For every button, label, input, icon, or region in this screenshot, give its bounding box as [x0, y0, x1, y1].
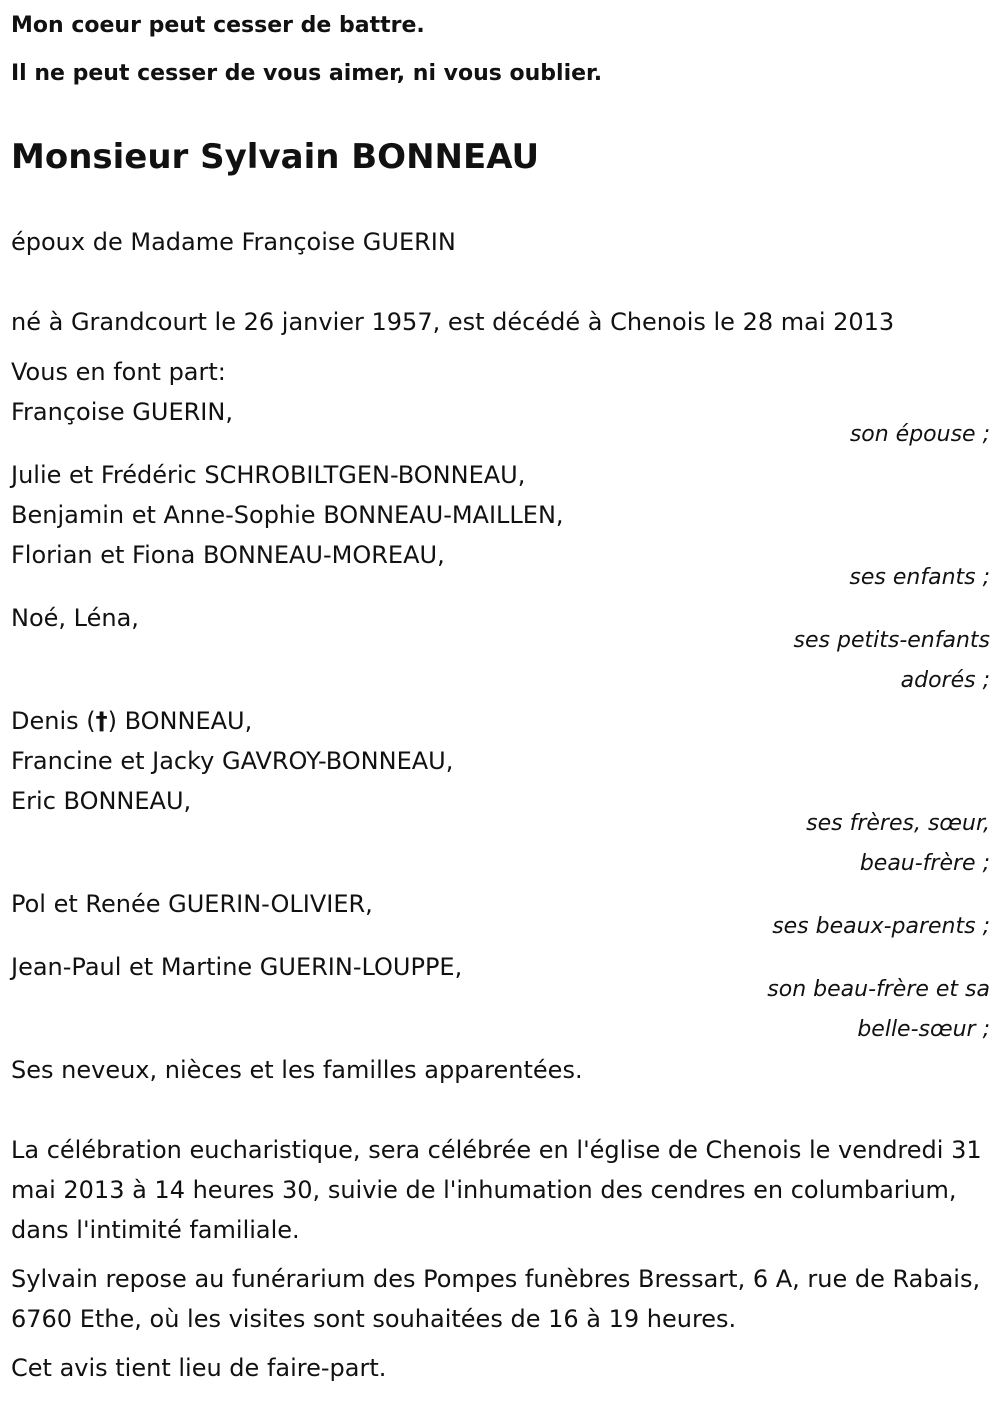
family-group-siblings — [11, 701, 990, 884]
cross-icon: † — [95, 707, 108, 735]
announcement-intro: Vous en font part: — [11, 358, 226, 386]
relation-line: son épouse ; — [849, 422, 990, 447]
relation-line: adorés ; — [900, 668, 990, 693]
family-name-denis — [11, 701, 990, 741]
birth-death-line: né à Grandcourt le 26 janvier 1957, est décédé à Chenois le 28 mai 2013 — [11, 308, 895, 336]
family-name: Benjamin et Anne-Sophie BONNEAU-MAILLEN, — [11, 501, 564, 529]
visitation-paragraph: Sylvain repose au funérarium des Pompes funèbres Bressart, 6 A, rue de Rabais, 6760 Ethe, où les visites sont souhaitées de 16 à 19 heures. — [11, 1265, 981, 1333]
family-group-spouse — [11, 392, 990, 455]
family-name: Pol et Renée GUERIN-OLIVIER, — [11, 890, 373, 918]
family-name: Eric BONNEAU, — [11, 787, 192, 815]
spouse-line: époux de Madame Françoise GUERIN — [11, 228, 456, 256]
deceased-name: Monsieur Sylvain BONNEAU — [11, 137, 540, 177]
extended-family-line: Ses neveux, nièces et les familles apparentées. — [11, 1056, 583, 1084]
family-group-parents-in-law — [11, 884, 990, 947]
family-name: Florian et Fiona BONNEAU-MOREAU, — [11, 541, 445, 569]
family-name: Françoise GUERIN, — [11, 398, 233, 426]
relation-line: ses frères, sœur, — [806, 811, 990, 836]
relation-line: ses beaux-parents ; — [772, 914, 990, 939]
relation-line: ses enfants ; — [849, 565, 990, 590]
relation-line: son beau-frère et sa — [767, 977, 990, 1002]
family-name: Julie et Frédéric SCHROBILTGEN-BONNEAU, — [11, 461, 526, 489]
relation-line: beau-frère ; — [859, 851, 990, 876]
relation-line: ses petits-enfants — [793, 628, 990, 653]
epigraph-line-1: Mon coeur peut cesser de battre. — [11, 13, 425, 38]
family-group-in-laws — [11, 947, 990, 1050]
family-name: Jean-Paul et Martine GUERIN-LOUPPE, — [11, 953, 463, 981]
family-name: Noé, Léna, — [11, 604, 139, 632]
epigraph-line-2: Il ne peut cesser de vous aimer, ni vous oublier. — [11, 61, 603, 86]
closing-line: Cet avis tient lieu de faire-part. — [11, 1354, 387, 1382]
family-name-suffix: ) BONNEAU, — [107, 707, 253, 735]
family-group-grandchildren — [11, 598, 990, 701]
celebration-paragraph: La célébration eucharistique, sera célébrée en l'église de Chenois le vendredi 31 mai 2013 à 14 heures 30, suivie de l'inhumation des cendres en columbarium, dans l'intimité familiale. — [11, 1136, 982, 1244]
relation — [11, 621, 990, 701]
family-group-children — [11, 455, 990, 598]
family-name: Francine et Jacky GAVROY-BONNEAU, — [11, 747, 454, 775]
relation-line: belle-sœur ; — [857, 1017, 990, 1042]
family-name-prefix: Denis ( — [11, 707, 96, 735]
